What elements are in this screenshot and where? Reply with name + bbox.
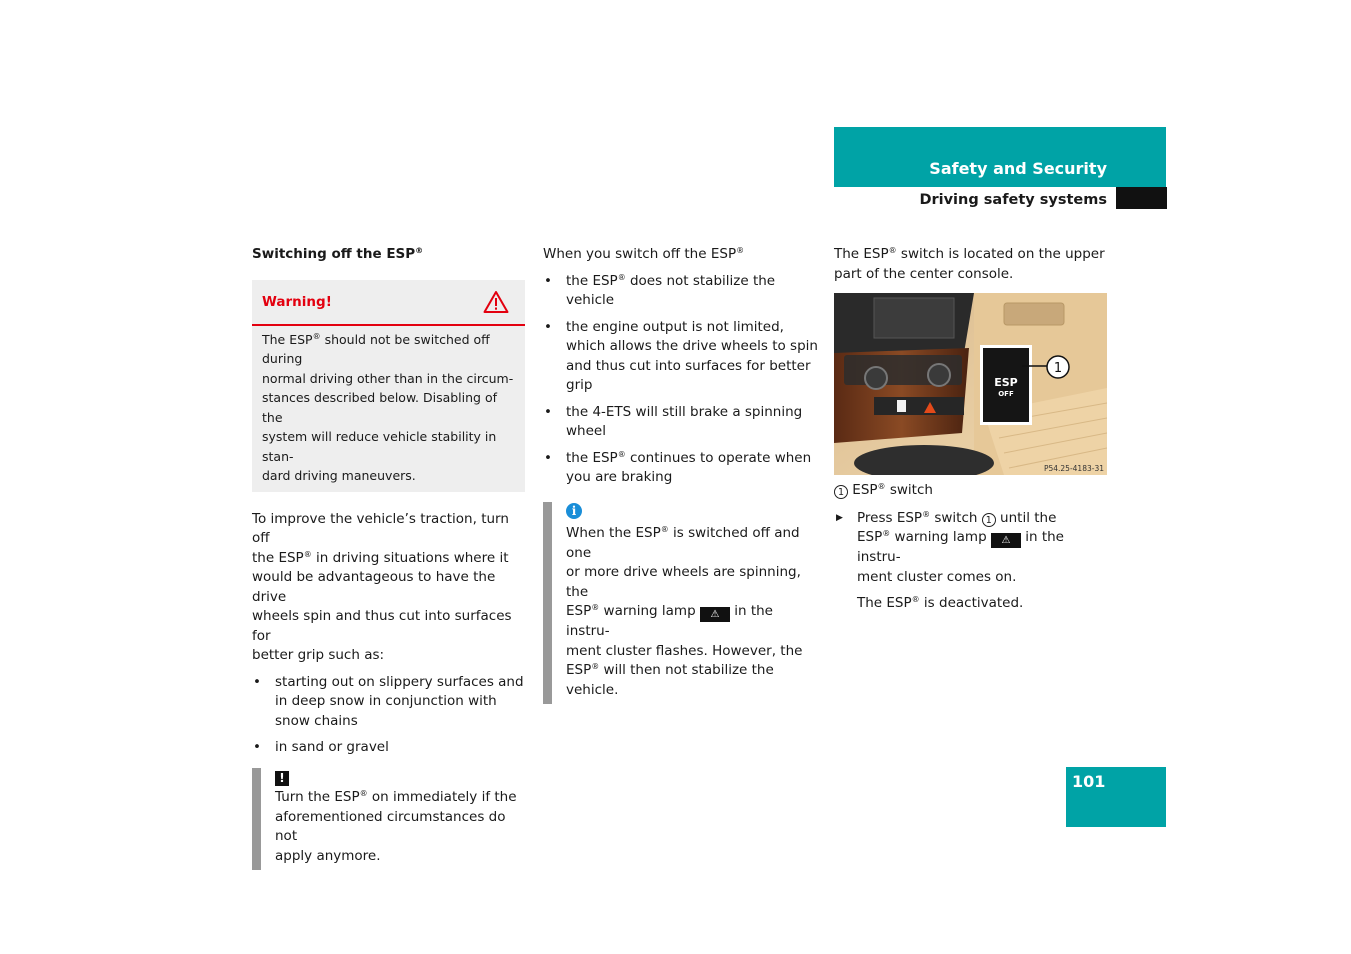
subsection-title: Driving safety systems bbox=[919, 192, 1107, 208]
off-label: OFF bbox=[998, 390, 1014, 398]
list-item: • the 4-ETS will still brake a spinning wheel bbox=[543, 403, 818, 442]
intro-paragraph: To improve the vehicle’s traction, turn off the ESP® in driving situations where it would be advantageous to have the drive wheels spin and thus cut into surfaces for better grip such as: bbox=[252, 510, 512, 663]
list-item: • the ESP® does not stabilize the vehicle bbox=[543, 272, 818, 311]
info-note: i When the ESP® is switched off and one or more drive wheels are spinning, the ESP® warning lamp ⚠ in the instru- ment cluster flashes. However, the ESP® will then not stabilize the vehicle. bbox=[543, 502, 818, 705]
callout-1-icon: 1 bbox=[834, 485, 848, 499]
warning-text: The ESP® should not be switched off during normal driving other than in the circum- stances described below. Disabling of the system will reduce vehicle stability in stan- dard driving maneuvers. bbox=[262, 331, 514, 483]
column-right bbox=[834, 245, 1107, 614]
esp-warning-lamp-icon: ⚠ bbox=[700, 607, 730, 622]
column-left bbox=[252, 245, 525, 870]
header-marker bbox=[1116, 187, 1167, 209]
list-item: • starting out on slippery surfaces and in deep snow in conjunction with snow chains bbox=[252, 673, 525, 732]
console-illustration bbox=[834, 293, 1107, 475]
note-bar bbox=[543, 502, 552, 705]
callout-number: 1 bbox=[1053, 361, 1063, 376]
list-item: • in sand or gravel bbox=[252, 738, 525, 758]
list-item: • the engine output is not limited, which allows the drive wheels to spin and thus cut into surfaces for better grip bbox=[543, 318, 818, 396]
esp-warning-lamp-icon: ⚠ bbox=[991, 533, 1021, 548]
note-bar bbox=[252, 768, 261, 871]
section-title: Safety and Security bbox=[929, 159, 1107, 178]
instruction-step: ▶ Press ESP® switch 1 until the ESP® warning lamp ⚠ in the instru- ment cluster comes on. bbox=[834, 509, 1107, 588]
location-text: The ESP® switch is located on the upper part of the center console. bbox=[834, 246, 1105, 282]
condition-list bbox=[252, 673, 525, 758]
esp-button-label: ESP bbox=[994, 376, 1018, 389]
caution-note: ! Turn the ESP® on immediately if the aforementioned circumstances do not apply anymore. bbox=[252, 768, 525, 871]
info-icon: i bbox=[566, 503, 582, 519]
list-item: • the ESP® continues to operate when you are braking bbox=[543, 449, 818, 488]
center-console-photo bbox=[834, 293, 1107, 475]
page-number: 101 bbox=[1072, 772, 1106, 791]
consequences-intro: When you switch off the ESP® bbox=[543, 246, 745, 262]
exclamation-icon: ! bbox=[275, 771, 289, 786]
warning-triangle-icon bbox=[483, 290, 509, 314]
warning-box bbox=[252, 280, 525, 492]
section-heading: Switching off the ESP® bbox=[252, 246, 424, 262]
column-middle bbox=[543, 245, 818, 704]
figure-legend: 1 ESP® switch bbox=[834, 481, 1107, 501]
warning-header bbox=[252, 280, 525, 326]
callout-1-icon: 1 bbox=[982, 513, 996, 527]
warning-title: Warning! bbox=[262, 293, 332, 310]
consequences-list bbox=[543, 272, 818, 488]
result-text: The ESP® is deactivated. bbox=[857, 595, 1024, 611]
figure-code: P54.25-4183-31 bbox=[1043, 464, 1104, 473]
